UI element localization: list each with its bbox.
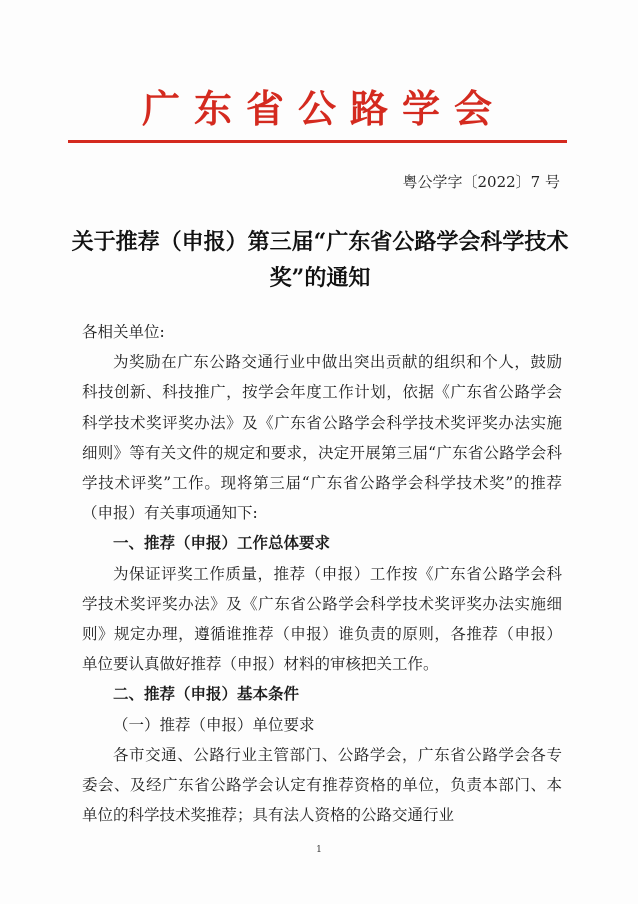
document-body xyxy=(82,317,562,830)
document-number: 粤公学字〔2022〕7 号 xyxy=(402,173,560,191)
page-number: 1 xyxy=(316,845,322,855)
sub-heading-1: （一）推荐（申报）单位要求 xyxy=(113,715,315,734)
section-heading-2: 二、推荐（申报）基本条件 xyxy=(113,684,300,704)
notice-title: 关于推荐（申报）第三届“广东省公路学会科学技术奖”的通知 xyxy=(71,229,569,291)
salutation: 各相关单位: xyxy=(82,323,165,341)
letterhead-title: 广东省公路学会 xyxy=(141,86,506,131)
section-heading-1: 一、推荐（申报）工作总体要求 xyxy=(113,533,331,553)
paragraph-requirements: 为保证评奖工作质量，推荐（申报）工作按《广东省公路学会科学技术奖评奖办法》及《广东省公路学会科学技术奖评奖办法实施细则》规定办理，遵循谁推荐（申报）谁负责的原则，各推荐（申报）单位要认真做好推荐（申报）材料的审核把关工作。 xyxy=(82,564,562,674)
letterhead-red-rule xyxy=(68,140,567,143)
paragraph-intro: 为奖励在广东公路交通行业中做出突出贡献的组织和个人，鼓励科技创新、科技推广，按学会年度工作计划，依据《广东省公路学会科学技术奖评奖办法》及《广东省公路学会科学技术奖评奖办法实施细则》等有关文件的规定和要求，决定开展第三届“广东省公路学会科学技术评奖”工作。现将第三届“广东省公路学会科学技术奖”的推荐（申报）有关事项通知下: xyxy=(82,353,562,523)
paragraph-units: 各市交通、公路行业主管部门、公路学会，广东省公路学会各专委会、及经广东省公路学会认定有推荐资格的单位，负责本部门、本单位的科学技术奖推荐；具有法人资格的公路交通行业 xyxy=(82,745,562,825)
